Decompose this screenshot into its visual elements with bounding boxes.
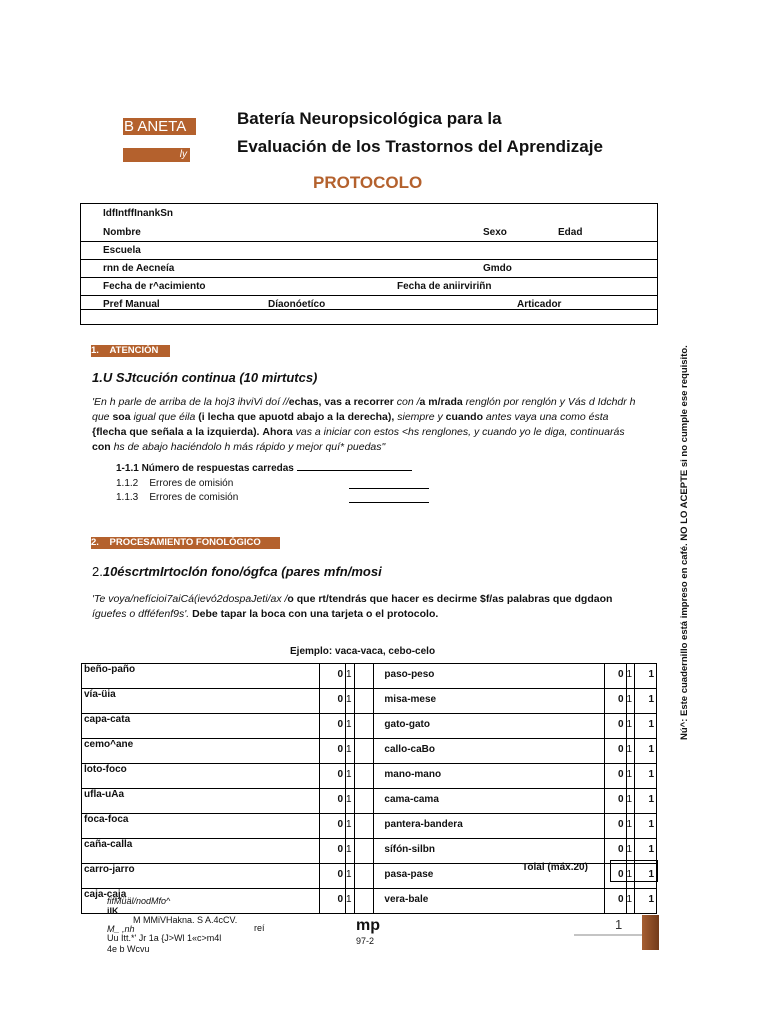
word-pair-left: beño-paño xyxy=(82,664,320,689)
id-row-fechas xyxy=(81,277,657,296)
score-zero-left[interactable]: 0 xyxy=(320,839,346,864)
score-zero-right[interactable]: 0 xyxy=(604,739,626,764)
item-commission-blank[interactable] xyxy=(349,502,429,503)
word-pair-left: cemo^ane xyxy=(82,739,320,764)
instruction-run: hs de abajo haciéndolo h más rápido y mejor quí* puedas" xyxy=(110,441,386,453)
section2-instructions xyxy=(92,592,637,622)
section2-subtitle-num: 2. xyxy=(92,564,103,579)
table-row xyxy=(82,689,657,714)
label-escuela: Escuela xyxy=(103,245,141,256)
label-pref-manual: Pref Manual xyxy=(103,299,160,310)
id-row-aecneia xyxy=(81,259,657,278)
instruction-run: soa xyxy=(112,411,131,423)
score-zero-left[interactable]: 0 xyxy=(320,764,346,789)
word-pair-left: ufla-uAa xyxy=(82,789,320,814)
section2-subtitle-text: 10éscrtmIrtoclón fono/ógfca (pares mfn/mosi xyxy=(102,564,382,579)
label-fecha-aplicacion: Fecha de aniirviriñn xyxy=(397,281,492,292)
word-pair-left: caja-caja xyxy=(82,889,320,914)
item-commission-label: Errores de comisión xyxy=(149,492,239,503)
instruction-run: con / xyxy=(393,396,420,408)
word-pair-right: gato-gato xyxy=(374,714,604,739)
label-articulador: Articador xyxy=(517,299,562,310)
score-blank-left[interactable] xyxy=(354,789,374,814)
section2-number: 2. xyxy=(91,537,99,548)
s2-para-bold1: o que rt/tendrás que hacer es decirme $f/as palabras que dgdaon xyxy=(287,593,613,605)
score-one-right[interactable]: 1 xyxy=(626,764,635,789)
instruction-run: igual que éila xyxy=(130,411,199,423)
table-row xyxy=(82,764,657,789)
instruction-run: 'En h parle de arriba de la hoj3 ihviVi doí // xyxy=(92,396,289,408)
item-omission xyxy=(116,478,233,489)
score-blank-right[interactable]: 1 xyxy=(635,814,657,839)
score-one-left[interactable]: 1 xyxy=(346,889,355,914)
label-aecneia: rnn de Aecneía xyxy=(103,263,175,274)
score-one-left[interactable]: 1 xyxy=(346,839,355,864)
score-zero-left[interactable]: 0 xyxy=(320,864,346,889)
instruction-run: echas, vas a recorrer xyxy=(288,396,394,408)
footer-line3: M MMiVHakna. S A.4cCV. xyxy=(133,915,238,925)
title-line2: Evaluación de los Trastornos del Aprendizaje xyxy=(237,137,603,156)
score-blank-left[interactable] xyxy=(354,714,374,739)
instruction-run: {flecha que señala a la izquierda). xyxy=(92,426,260,438)
logo-name xyxy=(123,118,196,135)
instruction-run: vas a iniciar con estos <hs renglones, y cuando yo le diga, continuarás xyxy=(292,426,625,438)
word-pair-right: vera-bale xyxy=(374,889,604,914)
score-zero-left[interactable]: 0 xyxy=(320,714,346,739)
instruction-run: antes vaya una como ésta xyxy=(483,411,609,423)
example-text: Ejemplo: vaca-vaca, cebo-celo xyxy=(290,646,436,657)
footer-mp: mp xyxy=(356,917,380,934)
word-pair-left: carro-jarro xyxy=(82,864,320,889)
table-row xyxy=(82,789,657,814)
footer-line1: fifMüäl/nodMfo^ xyxy=(107,896,171,906)
instruction-run: renglón por renglón y Vás d Idchdr h que xyxy=(92,396,636,423)
id-row-escuela xyxy=(81,241,657,260)
table-row xyxy=(82,739,657,764)
section2-subtitle xyxy=(92,564,382,579)
score-one-left[interactable]: 1 xyxy=(346,789,355,814)
score-blank-left[interactable] xyxy=(354,764,374,789)
score-zero-right[interactable]: 0 xyxy=(604,714,626,739)
score-one-right[interactable]: 1 xyxy=(626,889,635,914)
score-one-right[interactable]: 1 xyxy=(626,739,635,764)
score-blank-left[interactable] xyxy=(354,739,374,764)
identification-table xyxy=(80,203,658,325)
score-zero-right[interactable]: 0 xyxy=(604,889,626,914)
score-zero-left[interactable]: 0 xyxy=(320,739,346,764)
total-label: Tolal (máx.20) xyxy=(522,862,588,873)
score-blank-left[interactable] xyxy=(354,664,374,689)
label-fecha-nacimiento: Fecha de r^acimiento xyxy=(103,281,206,292)
instruction-run: con xyxy=(92,441,111,453)
id-row-pref xyxy=(81,295,657,310)
score-zero-left[interactable]: 0 xyxy=(320,814,346,839)
score-one-right[interactable]: 1 xyxy=(626,689,635,714)
score-blank-right[interactable]: 1 xyxy=(635,764,657,789)
word-pair-right: sífón-silbn xyxy=(374,839,604,864)
score-blank-right[interactable]: 1 xyxy=(635,864,657,889)
score-blank-right[interactable]: 1 xyxy=(635,739,657,764)
score-blank-left[interactable] xyxy=(354,814,374,839)
id-header-row xyxy=(81,204,657,223)
word-pair-right: pasa-pase xyxy=(374,864,604,889)
total-row xyxy=(81,860,657,881)
item-omission-label: Errores de omisión xyxy=(149,478,234,489)
footer-code: 97-2 xyxy=(356,936,375,946)
section1-instructions xyxy=(92,395,637,455)
score-zero-right[interactable]: 0 xyxy=(604,814,626,839)
protocolo-heading: PROTOCOLO xyxy=(313,173,423,192)
section1-header xyxy=(91,345,170,357)
word-pair-left: foca-foca xyxy=(82,814,320,839)
s2-para-bold2: Debe tapar la boca con una tarjeta o el protocolo. xyxy=(189,608,439,620)
word-pair-right: paso-peso xyxy=(374,664,604,689)
score-blank-left[interactable] xyxy=(354,889,374,914)
score-blank-right[interactable]: 1 xyxy=(635,839,657,864)
total-box[interactable] xyxy=(610,860,658,882)
score-blank-right[interactable]: 1 xyxy=(635,664,657,689)
instruction-run: a m/rada xyxy=(419,396,463,408)
page-number-shade xyxy=(642,915,659,950)
s2-para-italic2: íguefes o dfféfenf9s'. xyxy=(92,608,190,620)
score-zero-right[interactable]: 0 xyxy=(604,839,626,864)
score-one-right[interactable]: 1 xyxy=(626,839,635,864)
score-blank-right[interactable]: 1 xyxy=(635,714,657,739)
label-diagnostico: Díaonóetíco xyxy=(268,299,326,310)
score-one-right[interactable]: 1 xyxy=(626,789,635,814)
logo-tag: ly xyxy=(179,149,187,160)
instruction-run: cuando xyxy=(445,411,484,423)
word-pair-right: callo-caBo xyxy=(374,739,604,764)
id-header: IdfIntffInankSn xyxy=(103,208,173,219)
label-grado: Gmdo xyxy=(483,263,512,274)
score-one-right[interactable]: 1 xyxy=(626,714,635,739)
instruction-run: Ahora xyxy=(262,426,293,438)
score-blank-right[interactable]: 1 xyxy=(635,789,657,814)
score-zero-left[interactable]: 0 xyxy=(320,789,346,814)
s2-para-italic1: 'Te voya/nefícioi7aiCá(ievó2dospaJeti/ax / xyxy=(92,593,288,605)
item-omission-blank[interactable] xyxy=(349,488,429,489)
score-blank-right[interactable]: 1 xyxy=(635,889,657,914)
word-pair-left: vía-üia xyxy=(82,689,320,714)
item-commission xyxy=(116,492,238,503)
table-row xyxy=(82,714,657,739)
section1-number: 1. xyxy=(91,345,99,356)
item-commission-number: 1.1.3 xyxy=(116,492,139,503)
item-correct-label: 1-1.1 Número de respuestas carredas xyxy=(116,463,294,474)
label-sexo: Sexo xyxy=(483,227,507,238)
id-row-nombre xyxy=(81,223,657,242)
footer-line5: reí xyxy=(254,923,265,933)
title-line1: Batería Neuropsicológica para la xyxy=(237,109,502,128)
item-correct-blank[interactable] xyxy=(297,470,412,471)
side-note: Nú^: Este cuadernillo está impreso en café. NO LO ACEPTE si no cumple ese requisito. xyxy=(679,345,690,740)
word-pair-right: pantera-bandera xyxy=(374,814,604,839)
word-pair-left: loto-foco xyxy=(82,764,320,789)
score-zero-right[interactable]: 0 xyxy=(604,789,626,814)
score-zero-right[interactable]: 0 xyxy=(604,689,626,714)
label-nombre: Nombre xyxy=(103,227,141,238)
score-one-right[interactable]: 1 xyxy=(626,814,635,839)
item-omission-number: 1.1.2 xyxy=(116,478,139,489)
section2-header xyxy=(91,537,280,549)
logo-text: B ANETA xyxy=(124,118,187,135)
score-one-left[interactable]: 1 xyxy=(346,864,355,889)
page-number: 1 xyxy=(615,917,623,932)
label-edad: Edad xyxy=(558,227,583,238)
section1-name: ATENCIÓN xyxy=(109,345,159,356)
score-one-left[interactable]: 1 xyxy=(346,814,355,839)
word-pair-right: cama-cama xyxy=(374,789,604,814)
score-one-left[interactable]: 1 xyxy=(346,764,355,789)
score-one-left[interactable]: 1 xyxy=(346,739,355,764)
score-zero-left[interactable]: 0 xyxy=(320,689,346,714)
word-pair-right: mano-mano xyxy=(374,764,604,789)
instruction-run: siempre y xyxy=(394,411,446,423)
score-one-left[interactable]: 1 xyxy=(346,689,355,714)
word-pair-left: caña-calla xyxy=(82,839,320,864)
score-blank-left[interactable] xyxy=(354,689,374,714)
score-one-right[interactable]: 1 xyxy=(626,864,635,889)
footer-line4: M_ ,nh xyxy=(107,924,135,934)
score-one-left[interactable]: 1 xyxy=(346,714,355,739)
score-zero-right[interactable]: 0 xyxy=(604,664,626,689)
score-one-left[interactable]: 1 xyxy=(346,664,355,689)
score-zero-right[interactable]: 0 xyxy=(604,764,626,789)
item-correct-responses xyxy=(116,463,412,474)
footer-line7: 4e b Wcvu xyxy=(107,944,150,954)
instruction-run: (i lecha que apuotd abajo a la derecha), xyxy=(198,411,395,423)
table-row xyxy=(82,664,657,689)
word-pair-left: capa-cata xyxy=(82,714,320,739)
table-row xyxy=(82,814,657,839)
footer-line6: Uu Itt.*' Jr 1a {J>Wl 1«c>m4l xyxy=(107,933,222,943)
section2-name: PROCESAMIENTO FONOLÓGICO xyxy=(109,537,261,548)
score-blank-right[interactable]: 1 xyxy=(635,689,657,714)
score-zero-left[interactable]: 0 xyxy=(320,664,346,689)
section1-subtitle: 1.U SJtcución continua (10 mirtutcs) xyxy=(92,370,318,385)
score-zero-right[interactable]: 0 xyxy=(604,864,626,889)
footer-line2: iIK xyxy=(107,906,119,916)
logo-bar xyxy=(123,148,190,162)
score-one-right[interactable]: 1 xyxy=(626,664,635,689)
word-pair-right: misa-mese xyxy=(374,689,604,714)
score-zero-left[interactable]: 0 xyxy=(320,889,346,914)
